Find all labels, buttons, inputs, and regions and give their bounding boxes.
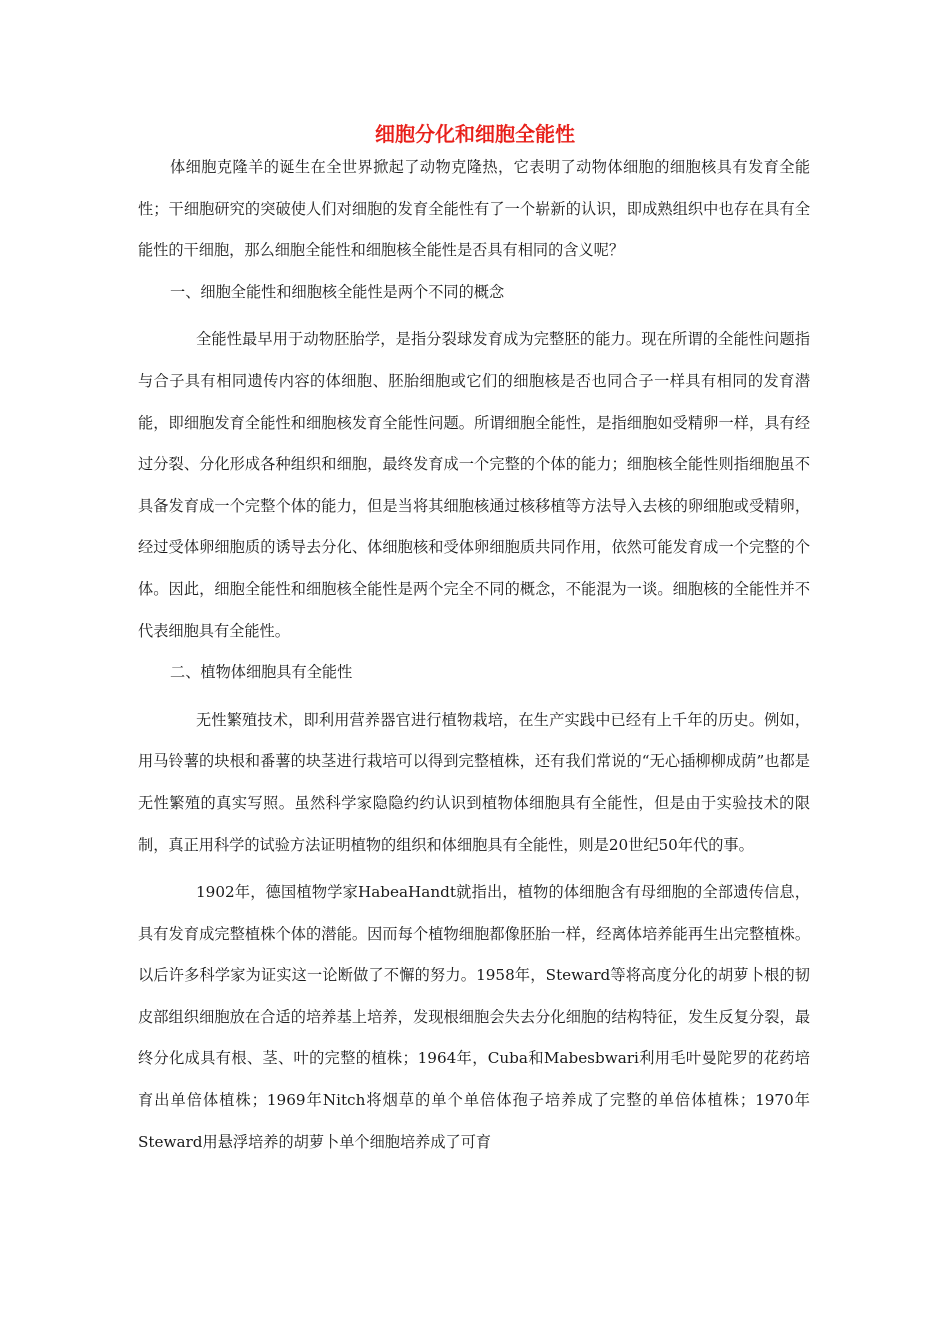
section-1-heading: 一、细胞全能性和细胞核全能性是两个不同的概念	[170, 282, 505, 301]
section-2-paragraph-2: 1902年，德国植物学家HabeaHandt就指出，植物的体细胞含有母细胞的全部遗传信息，具有发育成完整植株个体的潜能。因而每个植物细胞都像胚胎一样，经离体培养能再生出完整植株。以后许多科学家为证实这一论断做了不懈的努力。1958年，Steward等将高度分化的胡萝卜根的韧皮部组织细胞放在合适的培养基上培养，发现根细胞会失去分化细胞的结构特征，发生反复分裂，最终分化成具有根、茎、叶的完整的植株；1964年，Cuba和Mabesbwari利用毛叶曼陀罗的花药培育出单倍体植株；1969年Nitch将烟草的单个单倍体孢子培养成了完整的单倍体植株；1970年Steward用悬浮培养的胡萝卜单个细胞培养成了可育	[138, 883, 810, 1151]
section-1-paragraph: 全能性最早用于动物胚胎学，是指分裂球发育成为完整胚的能力。现在所谓的全能性问题指与合子具有相同遗传内容的体细胞、胚胎细胞或它们的细胞核是否也同合子一样具有相同的发育潜能，即细胞发育全能性和细胞核发育全能性问题。所谓细胞全能性，是指细胞如受精卵一样，具有经过分裂、分化形成各种组织和细胞，最终发育成一个完整的个体的能力；细胞核全能性则指细胞虽不具备发育成一个完整个体的能力，但是当将其细胞核通过核移植等方法导入去核的卵细胞或受精卵，经过受体卵细胞质的诱导去分化、体细胞核和受体卵细胞质共同作用，依然可能发育成一个完整的个体。因此，细胞全能性和细胞核全能性是两个完全不同的概念，不能混为一谈。细胞核的全能性并不代表细胞具有全能性。	[138, 330, 810, 640]
document-body	[138, 147, 810, 1163]
intro-paragraph: 体细胞克隆羊的诞生在全世界掀起了动物克隆热，它表明了动物体细胞的细胞核具有发育全能性；干细胞研究的突破使人们对细胞的发育全能性有了一个崭新的认识，即成熟组织中也存在具有全能性的干细胞，那么细胞全能性和细胞核全能性是否具有相同的含义呢？	[138, 158, 810, 260]
section-2-paragraph-1: 无性繁殖技术，即利用营养器官进行植物栽培，在生产实践中已经有上千年的历史。例如，用马铃薯的块根和番薯的块茎进行栽培可以得到完整植株，还有我们常说的“无心插柳柳成荫”也都是无性繁殖的真实写照。虽然科学家隐隐约约认识到植物体细胞具有全能性，但是由于实验技术的限制，真正用科学的试验方法证明植物的组织和体细胞具有全能性，则是20世纪50年代的事。	[138, 710, 810, 854]
document-title: 细胞分化和细胞全能性	[375, 122, 575, 146]
section-2-heading: 二、植物体细胞具有全能性	[170, 663, 353, 682]
